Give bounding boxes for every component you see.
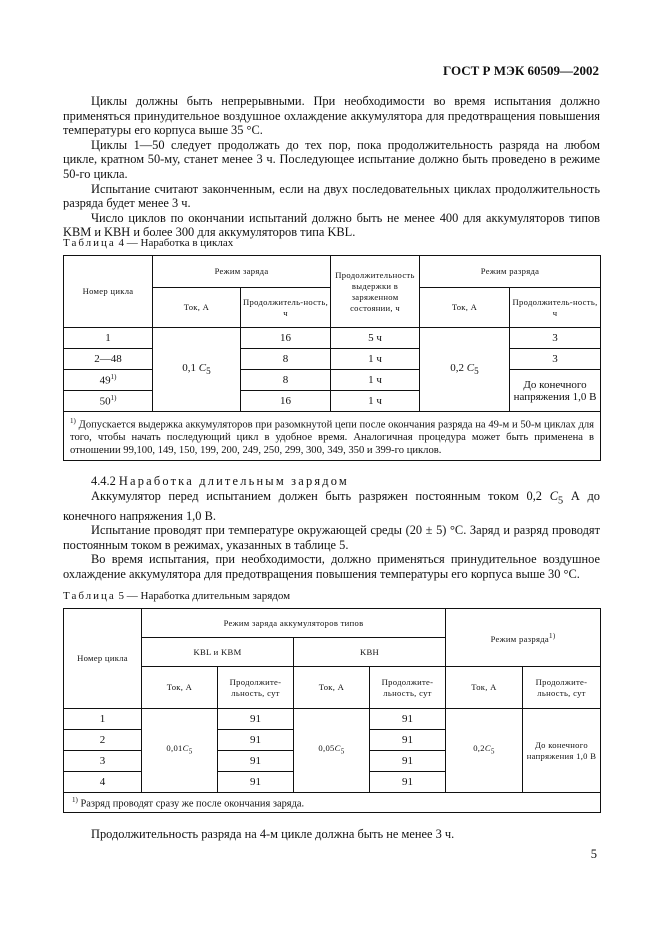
header-current: Ток, А [142,667,218,709]
page-number: 5 [590,847,597,861]
discharge-end-cell: До конечного напряжения 1,0 В [510,370,601,412]
hold-cell: 1 ч [331,370,420,391]
cycle-cell: 2 [64,730,142,751]
header-discharge: Режим разряда$^{1)}$ [446,609,601,667]
header-duration: Продолжитель-ность, ч [510,288,601,328]
discharge-duration-cell: 3 [510,328,601,349]
hold-cell: 1 ч [331,391,420,412]
hold-cell: 1 ч [331,349,420,370]
header-current: Ток, А [446,667,523,709]
discharge-current-cell: 0,2 $C_5$ [420,328,510,412]
kbh-duration-cell: 91 [370,772,446,793]
paragraph: Циклы 1—50 следует продолжать до тех пор, пока продолжительность разряда на любом цикле, кратном 50-му, станет менее 3 ч. Последующее испытание должно быть проведено в режиме 50-го цикла. [63,137,600,181]
kbh-duration-cell: 91 [370,751,446,772]
paragraph: Продолжительность разряда на 4-м цикле должна быть не менее 3 ч. [91,827,455,841]
kbl-current-cell: $0,01C_5$ [142,709,218,793]
header-current: Ток, А [420,288,510,328]
table5-caption: Таблица 5 — Наработка длительным зарядом [63,590,291,602]
table-row [64,709,601,730]
header-cycle: Номер цикла [64,256,153,328]
header-current: Ток, А [153,288,241,328]
header-charge: Режим заряда [153,256,331,288]
header-hold: Продолжительность выдержки в заряженном состоянии, ч [331,256,420,328]
charge-current-cell: 0,1 $C_5$ [153,328,241,412]
header-discharge: Режим разряда [420,256,601,288]
paragraph: Во время испытания, при необходимости, должно применяться принудительное воздушное охлаждение аккумулятора для предотвращения повышения температуры его корпуса выше 30 °С. [63,552,600,582]
header-kbl-kbm: KBL и KBM [142,638,294,667]
discharge-current-cell: $0,2C_5$ [446,709,523,793]
page-header: ГОСТ Р МЭК 60509—2002 [443,63,599,78]
paragraph: Число циклов по окончании испытаний должно быть не менее 400 для аккумуляторов типов KBM и KBH и более 300 для аккумуляторов типа KBL. [63,210,600,240]
kbl-duration-cell: 91 [218,709,294,730]
cycle-cell: 49$^{1)}$ [64,370,153,391]
section-heading: 4.4.2 Наработка длительным зарядом [91,474,349,488]
intro-text [63,94,600,240]
kbl-duration-cell: 91 [218,772,294,793]
table-row [64,349,601,370]
table4-footnote: $^{1)}$ Допускается выдержка аккумуляторов при разомкнутой цепи после окончания разряда на 49-м и 50-м циклах для того, чтобы начать последующий цикл в удобное время. Аналогичная процедура может быть применена в отношении 99,100, 149, 150, 199, 200, 249, 250, 299, 300, 349, 350 и 399-го циклов. [64,412,601,461]
hold-cell: 5 ч [331,328,420,349]
table-row [64,370,601,391]
header-kbh: KBH [294,638,446,667]
header-cycle: Номер цикла [64,609,142,709]
discharge-end-cell: До конечного напряжения 1,0 В [523,709,601,793]
cycle-cell: 1 [64,328,153,349]
section-4-4-2 [63,474,600,582]
kbl-duration-cell: 91 [218,751,294,772]
header-duration: Продолжите-льность, сут [523,667,601,709]
kbh-duration-cell: 91 [370,730,446,751]
paragraph: Испытание считают законченным, если на двух последовательных циклах продолжительность разряда будет менее 3 ч. [63,181,600,211]
header-current: Ток, А [294,667,370,709]
table-row [64,328,601,349]
kbh-current-cell: $0,05C_5$ [294,709,370,793]
table5-footnote: $^{1)}$ Разряд проводят сразу же после окончания заряда. [64,793,601,813]
discharge-duration-cell: 3 [510,349,601,370]
table-5 [63,608,601,813]
charge-duration-cell: 16 [241,328,331,349]
table4-caption: Таблица 4 — Наработка в циклах [63,237,234,249]
kbl-duration-cell: 91 [218,730,294,751]
kbh-duration-cell: 91 [370,709,446,730]
header-duration: Продолжите-льность, сут [370,667,446,709]
cycle-cell: 50$^{1)}$ [64,391,153,412]
header-duration: Продолжитель-ность, ч [241,288,331,328]
paragraph: Аккумулятор перед испытанием должен быть разряжен постоянным током 0,2 $C_5$ А до конечного напряжения 1,0 В. [63,488,600,523]
cycle-cell: 3 [64,751,142,772]
charge-duration-cell: 8 [241,370,331,391]
final-text [63,827,600,842]
cycle-cell: 1 [64,709,142,730]
cycle-cell: 4 [64,772,142,793]
header-duration: Продолжите-льность, сут [218,667,294,709]
charge-duration-cell: 16 [241,391,331,412]
paragraph: Испытание проводят при температуре окружающей среды (20 ± 5) °С. Заряд и разряд проводят постоянным током в режимах, указанных в таблице 5. [63,523,600,552]
paragraph: Циклы должны быть непрерывными. При необходимости во время испытания должно применяться принудительное воздушное охлаждение аккумулятора для предотвращения повышения температуры его корпуса выше 35 °С. [63,94,600,138]
table-4 [63,255,601,461]
cycle-cell: 2—48 [64,349,153,370]
charge-duration-cell: 8 [241,349,331,370]
header-charge: Режим заряда аккумуляторов типов [142,609,446,638]
